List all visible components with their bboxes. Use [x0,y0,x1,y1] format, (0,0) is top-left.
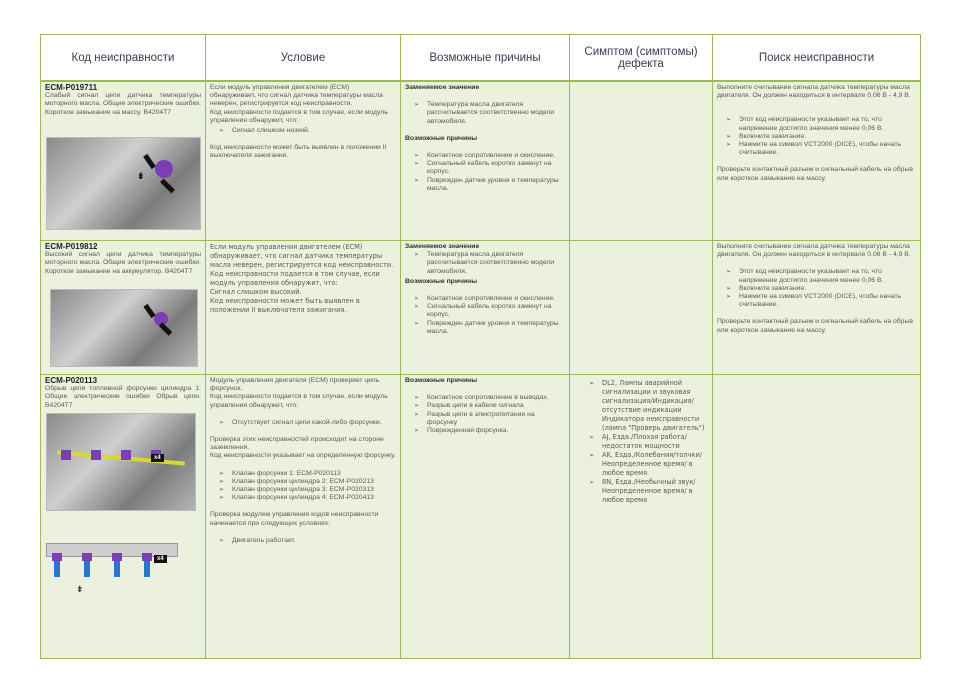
sensor-photo: ⇟ [46,137,201,230]
fault-description: Слабый сигнал цепи датчика температуры моторного масла. Общие электрические ошибки. Короткое замыкание на массу. B4204T7 [45,92,201,116]
condition-bullet: ➢ Клапан форсунки цилиндра 4: ECM-P020413 [232,494,396,502]
search-item: ➢ Этот код неисправности указывает на то, что напряжение достигло значения менее 0,06 В. [739,116,916,132]
cause-item: ➢ Контактное сопротивление и окисление. [427,295,565,303]
cause-item: ➢ Температура масла двигателя рассчитывается соответственно модели автомобиля. [427,251,565,276]
search-cell [713,375,920,379]
causes-cell [401,82,569,197]
fault-description: Высокий сигнал цепи датчика температуры моторного масла. Общие электрические ошибки. Короткое замыкание на аккумулятор. B4204T7 [45,251,201,275]
condition-bullet: ➢ Отсутствует сигнал цепи какой-либо форсунки. [232,419,396,427]
fault-code: ECM-P019711 [45,83,98,92]
causes-heading: Заменяемое значение [405,243,480,250]
cause-item: ➢ Поврежден датчик уровня и температуры масла. [427,320,565,336]
condition-text: Код неисправности может быть выявлен в положении II выключателя зажигания. [210,144,387,160]
condition-text: Сигнал слишком высокий. [210,288,302,296]
code-cell [41,241,205,278]
symptoms-cell [570,241,712,245]
condition-cell [206,82,400,163]
condition-text: Код неисправности подается в том случае, если модуль управления обнаружит, что: [210,270,380,287]
cause-item: ➢ Разрыв цепи в электропитании на форсунку [427,411,565,427]
cause-item: ➢ Температура масла двигателя рассчитывается соответственно модели автомобиля. [427,101,565,126]
fault-code: ECM-P020113 [45,376,98,385]
search-item: ➢ Нажмите на символ VCT2000 (DICE), чтобы начать считывание. [739,293,916,309]
causes-heading: Заменяемое значение [405,84,480,91]
condition-bullet: ➢ Клапан форсунки 1: ECM-P020113 [232,470,396,478]
header-causes: Возможные причины [401,35,569,82]
condition-cell [206,375,400,549]
fault-code: ECM-P019812 [45,242,98,251]
condition-text: Если модуль управления двигателем (ECM) обнаруживает, что сигнал датчика температуры масла неверен, регистрируется код неисправности. [210,84,383,108]
cause-item: ➢ Сигнальный кабель коротко замкнут на корпус. [427,303,565,319]
condition-text: Код неисправности указывает на определенную форсунку. [210,452,396,460]
code-cell [41,82,205,181]
cause-item: ➢ Контактное сопротивление в выводах. [427,394,565,402]
table-row [41,375,920,658]
condition-text: Если модуль управления двигателем (ECM) обнаруживает, что сигнал датчика температуры масла неверен, регистрируется код неисправности. [210,243,394,269]
symptom-item: ➢ 8N, Езда./Необычный звук/Неопределенное время/ в любое время [602,478,708,505]
cause-item: ➢ Разрыв цепи в кабеле сигнала [427,402,565,410]
condition-text: Код неисправности подается в том случае, если модуль управления обнаружит, что: [210,108,388,124]
header-symptoms: Симптом (симптомы) дефекта [570,35,712,82]
condition-bullet: ➢ Клапан форсунки цилиндра 3: ECM-P020313 [232,486,396,494]
cause-item: ➢ Поврежденная форсунка. [427,427,565,435]
code-cell [41,375,205,594]
causes-heading: Возможные причины [405,377,478,384]
causes-cell [401,241,569,340]
condition-text: Модуль управления двигателя (ECM) проверяет цепь форсунок. [210,377,380,393]
x4-badge: x4 [151,454,164,462]
condition-text: Проверка этих неисправностей происходит на стороне заземления. [210,436,384,452]
condition-cell [206,241,400,317]
symptoms-cell [570,375,712,509]
search-item: ➢ Нажмите на символ VCT2000 (DICE), чтобы начать считывание. [739,141,916,157]
condition-bullet: ➢ Сигнал слишком низкий. [232,127,396,135]
condition-text: Код неисправности может быть выявлен в положении II выключателя зажигания. [210,297,360,314]
cause-item: ➢ Сигнальный кабель коротко замкнут на корпус. [427,160,565,176]
search-text: Проверьте контактный разъем и сигнальный кабель на обрыв или короткое замыкание на массу. [717,166,913,182]
causes-cell [401,375,569,439]
symptom-item: ➢ AK, Езда./Колебания/толчки/Неопределенное время/ в любое время [602,451,708,478]
condition-text: Проверка модулем управления кодов неисправности начинается при следующих условиях: [210,511,379,527]
injector-photo [46,413,196,511]
search-text: Выполните считывание сигнала датчика температуры масла двигателя. Он должен находиться в интервале 0,06 В - 4,9 В. [717,84,911,100]
x4-badge: x4 [154,555,167,563]
fault-description: Обрыв цепи топливной форсунки цилиндра 1. Общие электрические ошибки Обрыв цепи. B4204T7 [45,385,201,409]
injector-rail-diagram: x4 ⇟ [46,543,196,609]
table-row [41,82,920,241]
causes-heading: Возможные причины [405,134,478,142]
search-text: Проверьте контактный разъем и сигнальный кабель на обрыв или короткое замыкание на массу. [717,318,913,334]
cause-item: ➢ Контактное сопротивление и окисление. [427,152,565,160]
search-cell [713,82,920,185]
condition-bullet: ➢ Двигатель работает. [232,537,396,545]
table-row [41,241,920,375]
header-search: Поиск неисправности [713,35,920,82]
causes-heading: Возможные причины [405,277,478,285]
sensor-photo [50,289,198,367]
search-text: Выполните считывание сигнала датчика температуры масла двигателя. Он должен находиться в интервале 0,06 В - 4,9 В. [717,243,911,259]
condition-text: Код неисправности подается в том случае, если модуль управления обнаружит, что: [210,393,388,409]
search-item: ➢ Включите зажигание. [739,285,916,293]
search-item: ➢ Этот код неисправности указывает на то, что напряжение достигло значения менее 0,06 В. [739,268,916,284]
search-item: ➢ Включите зажигание. [739,133,916,141]
header-code: Код неисправности [41,35,205,82]
cause-item: ➢ Поврежден датчик уровня и температуры масла. [427,177,565,193]
header-condition: Условие [206,35,400,82]
condition-bullet: ➢ Клапан форсунки цилиндра 2: ECM-P020213 [232,478,396,486]
symptom-item: ➢ AJ, Езда./Плохая работа/недостаток мощности [602,433,708,451]
fault-code-table [40,34,921,659]
search-cell [713,241,920,337]
symptoms-cell [570,82,712,86]
symptom-item: ➢ DL2, Лампы аварийной сигнализации и звуковая сигнализация/Индикация/отсутствие индикации Индикатора неисправности (лампа "Проверь двигатель") [602,379,708,433]
